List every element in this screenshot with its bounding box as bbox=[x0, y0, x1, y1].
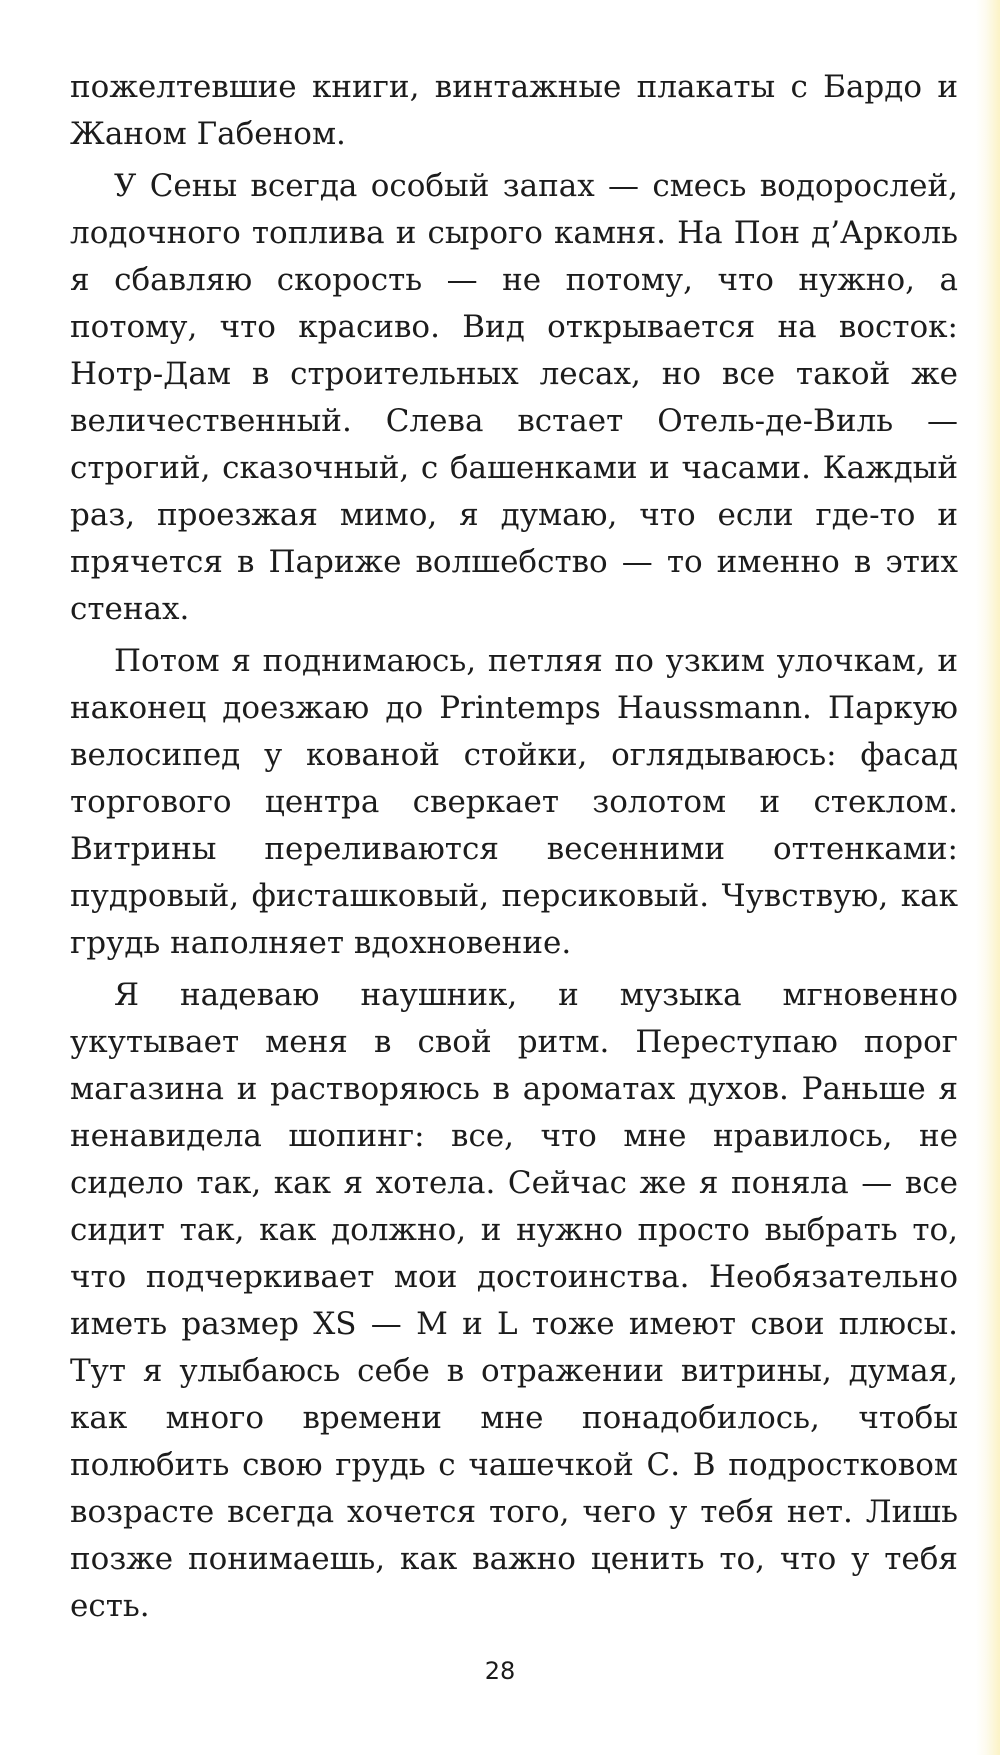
paragraph-shopping: Я надеваю наушник, и музыка мгновенно укутывает меня в свой ритм. Переступаю порог магазина и растворяюсь в ароматах духов. Раньше я ненавидела шопинг: все, что мне нравилось, не сидело так, как я хотела. Сейчас же я поняла — все сидит так, как должно, и нужно просто выбрать то, что подчеркивает мои достоинства. Необязательно иметь размер XS — M и L тоже имеют свои плюсы. Тут я улыбаюсь себе в отражении витрины, думая, как много времени мне понадобилось, чтобы полюбить свою грудь с чашечкой С. В подростковом возрасте всегда хочется того, чего у тебя нет. Лишь позже понимаешь, как важно ценить то, что у тебя есть. bbox=[70, 977, 958, 1624]
body-text bbox=[70, 64, 958, 1630]
page-number: 28 bbox=[484, 1657, 516, 1685]
paragraph-seine: У Сены всегда особый запах — смесь водорослей, лодочного топлива и сырого камня. На Пон д’Арколь я сбавляю скорость — не потому, что нужно, а потому, что красиво. Вид открывается на восток: Нотр-Дам в строительных лесах, но все такой же величественный. Слева встает Отель-де-Виль — строгий, сказочный, с башенками и часами. Каждый раз, проезжая мимо, я думаю, что если где-то и прячется в Париже волшебство — то именно в этих стенах. bbox=[70, 168, 958, 627]
paragraph-continuation: пожелтевшие книги, винтажные плакаты с Бардо и Жаном Габеном. bbox=[70, 69, 958, 152]
paragraph-printemps: Потом я поднимаюсь, петляя по узким улочкам, и наконец доезжаю до Printemps Haussmann. Паркую велосипед у кованой стойки, оглядываюсь: фасад торгового центра сверкает золотом и стеклом. Витрины переливаются весенними оттенками: пудровый, фисташковый, персиковый. Чувствую, как грудь наполняет вдохновение. bbox=[70, 643, 958, 961]
